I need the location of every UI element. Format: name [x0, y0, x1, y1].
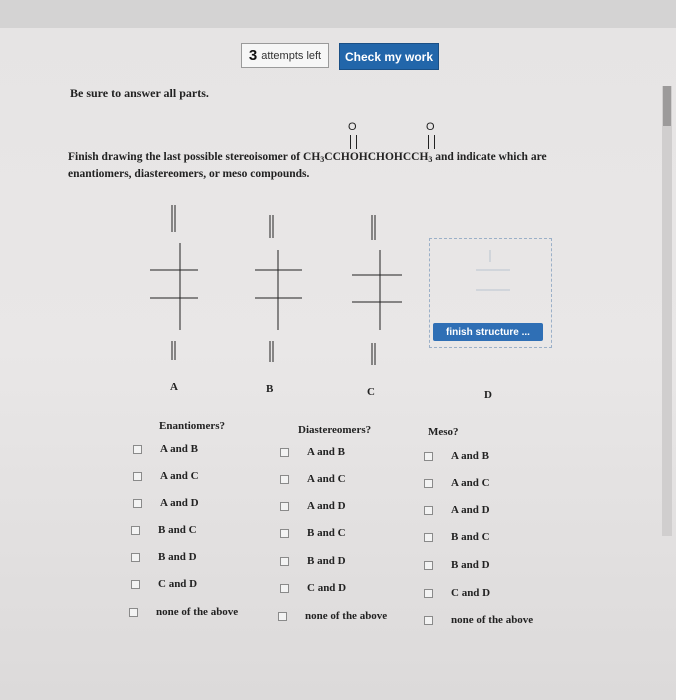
enantiomers-option[interactable] — [129, 606, 238, 618]
checkbox[interactable] — [133, 472, 142, 481]
structure-label-a: A — [170, 381, 178, 393]
structure-label-d: D — [484, 389, 492, 401]
checkbox[interactable] — [280, 529, 289, 538]
option-label: A and C — [451, 477, 490, 489]
option-label: B and D — [307, 555, 346, 567]
option-label: A and B — [307, 446, 345, 458]
checkbox[interactable] — [424, 533, 433, 542]
checkbox[interactable] — [424, 616, 433, 625]
option-label: A and D — [160, 497, 199, 509]
enantiomers-option[interactable] — [133, 497, 199, 509]
option-label: C and D — [451, 587, 491, 599]
diastereomers-option[interactable] — [280, 473, 346, 485]
option-label: C and D — [307, 582, 347, 594]
checkbox[interactable] — [133, 445, 142, 454]
checkbox[interactable] — [424, 589, 433, 598]
diastereomers-option[interactable] — [280, 582, 346, 594]
diastereomers-option[interactable] — [280, 446, 345, 458]
meso-option[interactable] — [424, 477, 490, 489]
checkbox[interactable] — [278, 612, 287, 621]
enantiomers-heading: Enantiomers? — [159, 420, 225, 432]
instructions: Be sure to answer all parts. — [70, 86, 209, 100]
meso-option[interactable] — [424, 559, 490, 571]
checkbox[interactable] — [131, 526, 140, 535]
checkbox[interactable] — [280, 475, 289, 484]
enantiomers-option[interactable] — [133, 443, 198, 455]
subscript: 3 — [428, 155, 433, 164]
enantiomers-option[interactable] — [133, 470, 199, 482]
enantiomers-option[interactable] — [131, 551, 197, 563]
meso-option[interactable] — [424, 587, 490, 599]
question-part: Finish drawing the last possible stereoisomer of CH — [68, 151, 321, 163]
check-my-work-button[interactable]: Check my work — [339, 43, 439, 70]
checkbox[interactable] — [280, 584, 289, 593]
diastereomers-option[interactable] — [280, 555, 346, 567]
option-label: B and C — [451, 531, 490, 543]
finish-structure-button[interactable]: finish structure ... — [433, 323, 543, 341]
option-label: B and C — [307, 527, 346, 539]
option-label: A and C — [160, 470, 199, 482]
checkbox[interactable] — [424, 452, 433, 461]
diastereomers-heading: Diastereomers? — [298, 424, 372, 436]
option-label: A and D — [307, 500, 346, 512]
checkbox[interactable] — [424, 479, 433, 488]
carbonyl-o-1: O — [348, 121, 357, 133]
option-label: none of the above — [451, 614, 534, 626]
meso-option[interactable] — [424, 614, 533, 626]
option-label: B and D — [451, 559, 490, 571]
carbonyl-o-2: O — [426, 121, 435, 133]
attempts-count: 3 — [248, 47, 258, 64]
option-label: C and D — [158, 578, 198, 590]
checkbox[interactable] — [131, 580, 140, 589]
diastereomers-option[interactable] — [278, 610, 387, 622]
enantiomers-option[interactable] — [131, 578, 197, 590]
checkbox[interactable] — [280, 502, 289, 511]
question-line2: enantiomers, diastereomers, or meso compounds. — [68, 168, 310, 180]
meso-heading: Meso? — [428, 426, 459, 438]
enantiomers-option[interactable] — [131, 524, 197, 536]
option-label: none of the above — [305, 610, 388, 622]
meso-option[interactable] — [424, 450, 489, 462]
option-label: A and D — [451, 504, 490, 516]
checkbox[interactable] — [280, 557, 289, 566]
option-label: B and D — [158, 551, 197, 563]
diastereomers-option[interactable] — [280, 527, 346, 539]
checkbox[interactable] — [129, 608, 138, 617]
checkbox[interactable] — [424, 506, 433, 515]
structure-label-b: B — [266, 383, 274, 395]
meso-option[interactable] — [424, 531, 490, 543]
checkbox[interactable] — [424, 561, 433, 570]
subscript: 3 — [320, 155, 325, 164]
diastereomers-option[interactable] — [280, 500, 346, 512]
meso-option[interactable] — [424, 504, 490, 516]
option-label: B and C — [158, 524, 197, 536]
option-label: none of the above — [156, 606, 239, 618]
checkbox[interactable] — [133, 499, 142, 508]
attempts-text: attempts left — [261, 49, 322, 62]
checkbox[interactable] — [131, 553, 140, 562]
option-label: A and C — [307, 473, 346, 485]
question-part: CCHOHCHOHCCH — [324, 151, 429, 163]
option-label: A and B — [160, 443, 198, 455]
option-label: A and B — [451, 450, 489, 462]
checkbox[interactable] — [280, 448, 289, 457]
question-part: and indicate which are — [432, 151, 547, 163]
structure-label-c: C — [367, 386, 375, 398]
